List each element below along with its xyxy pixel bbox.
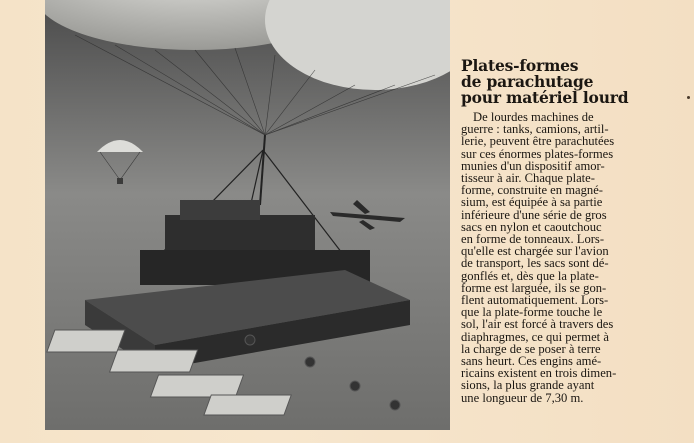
- body-line: une longueur de 7,30 m.: [461, 390, 584, 405]
- photo-illustration: [45, 0, 450, 430]
- body-line: De lourdes machines de: [473, 110, 594, 124]
- body-line: que la plate-forme touche le: [461, 305, 603, 320]
- parachute-platform-photo: [45, 0, 450, 430]
- body-line: tisseur à air. Chaque plate-: [461, 171, 595, 186]
- body-line: sans heurt. Ces engins amé-: [461, 354, 602, 369]
- body-line: munies d'un dispositif amor-: [461, 158, 605, 173]
- body-line: en forme de tonneaux. Lors-: [461, 232, 605, 247]
- body-line: sions, la plus grande ayant: [461, 378, 595, 393]
- body-line: lerie, peuvent être parachutées: [461, 134, 615, 149]
- article-headline: [461, 58, 651, 106]
- body-line: gonflés et, dès que la plate-: [461, 268, 599, 283]
- body-line: sur ces énormes plates-formes: [461, 146, 614, 161]
- headline-line: de parachutage: [461, 72, 594, 91]
- body-line: sol, l'air est forcé à travers des: [461, 317, 614, 332]
- body-line: inférieure d'une série de gros: [461, 207, 607, 222]
- body-line: la charge de se poser à terre: [461, 341, 601, 356]
- body-line: forme, construite en magné-: [461, 183, 603, 198]
- body-line: flent automatiquement. Lors-: [461, 293, 609, 308]
- body-line: sium, est équipée à sa partie: [461, 195, 603, 210]
- body-line: sacs en nylon et caoutchouc: [461, 219, 602, 234]
- article-body: [461, 111, 651, 404]
- body-line: de transport, les sacs sont dé-: [461, 256, 609, 271]
- body-line: qu'elle est chargée sur l'avion: [461, 244, 609, 259]
- body-line: guerre : tanks, camions, artil-: [461, 122, 609, 137]
- print-speck: [687, 96, 690, 99]
- article: [461, 58, 651, 404]
- headline-line: Plates-formes: [461, 56, 579, 75]
- body-line: diaphragmes, ce qui permet à: [461, 329, 609, 344]
- headline-line: pour matériel lourd: [461, 88, 629, 107]
- body-line: ricains existent en trois dimen-: [461, 366, 617, 381]
- body-line: forme est larguée, ils se gon-: [461, 280, 607, 295]
